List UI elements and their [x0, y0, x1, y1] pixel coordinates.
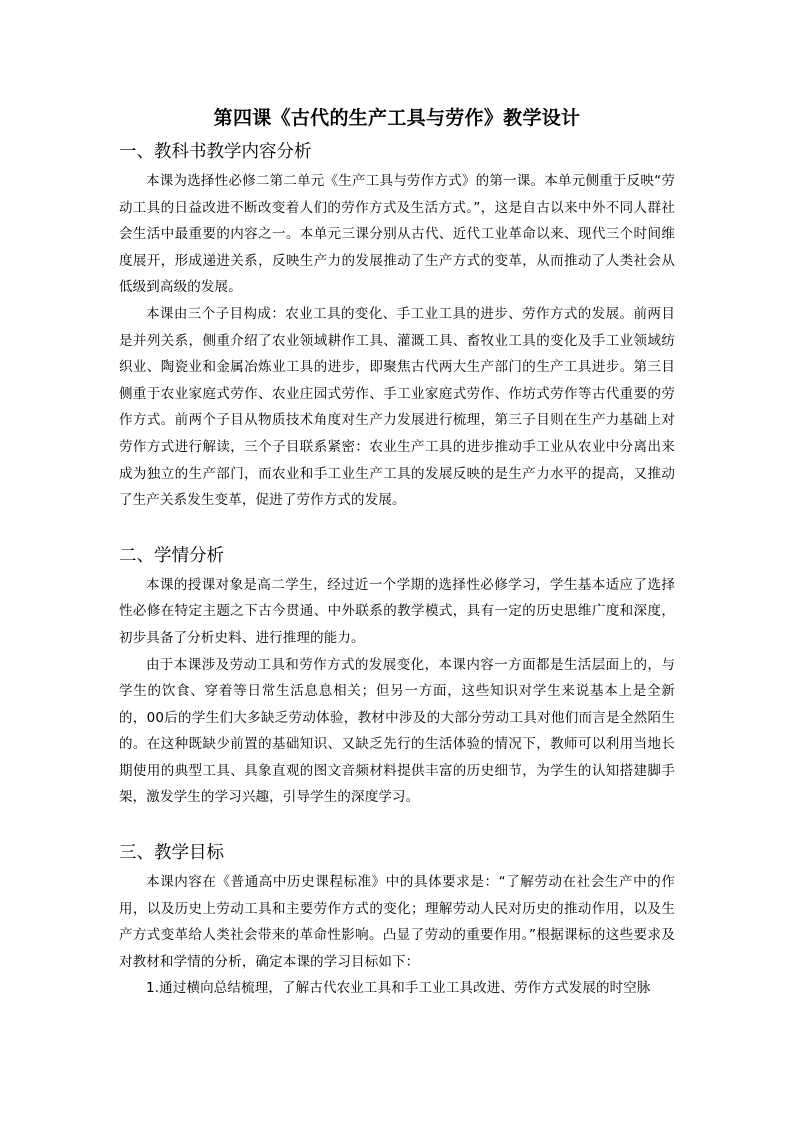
- paragraph: 由于本课涉及劳动工具和劳作方式的发展变化，本课内容一方面都是生活层面上的，与学生的饮食、穿着等日常生活息息相关；但另一方面，这些知识对学生来说基本上是全新的，00后的学生们大多缺乏劳动体验，教材中涉及的大部分劳动工具对他们而言是全然陌生的。在这种既缺少前置的基础知识、又缺乏先行的生活体验的情况下，教师可以利用当地长期使用的典型工具、具象直观的图文音频材料提供丰富的历史细节，为学生的认知搭建脚手架，激发学生的学习兴趣，引导学生的深度学习。: [119, 656, 675, 806]
- section-heading-textbook-analysis: 一、教科书教学内容分析: [119, 142, 312, 162]
- section-spacer: [119, 811, 675, 837]
- paragraph: 1.通过横向总结梳理，了解古代农业工具和手工业工具改进、劳作方式发展的时空脉: [146, 980, 651, 997]
- paragraph: 本课的授课对象是高二学生，经过近一个学期的选择性必修学习，学生基本适应了选择性必修在特定主题之下古今贯通、中外联系的教学模式，具有一定的历史思维广度和深度，初步具备了分析史料、进行推理的能力。: [119, 576, 675, 646]
- section-heading-teaching-goals: 三、教学目标: [119, 843, 224, 864]
- document-title: 第四课《古代的生产工具与劳作》教学设计: [213, 107, 581, 129]
- section-spacer: [119, 514, 675, 540]
- paragraph: 本课由三个子目构成：农业工具的变化、手工业工具的进步、劳作方式的发展。前两目是并列关系，侧重介绍了农业领域耕作工具、灌溉工具、畜牧业工具的变化及手工业领域纺织业、陶瓷业和金属冶炼业工具的进步，即聚焦古代两大生产部门的生产工具进步。第三目侧重于农业家庭式劳作、农业庄园式劳作、手工业家庭式劳作、作坊式劳作等古代重要的劳作方式。前两个子目从物质技术角度对生产力发展进行梳理，第三子目则在生产力基础上对劳作方式进行解读，三个子目联系紧密：农业生产工具的进步推动手工业从农业中分离出来成为独立的生产部门，而农业和手工业生产工具的发展反映的是生产力水平的提高，又推动了生产关系发生变革，促进了劳作方式的发展。: [119, 305, 675, 509]
- paragraph: 本课内容在《普通高中历史课程标准》中的具体要求是：“了解劳动在社会生产中的作用，以及历史上劳动工具和主要劳作方式的变化；理解劳动人民对历史的推动作用，以及生产方式变革给人类社会带来的革命性影响。凸显了劳动的重要作用。”根据课标的这些要求及对教材和学情的分析，确定本课的学习目标如下：: [119, 874, 675, 970]
- paragraph: 本课为选择性必修二第二单元《生产工具与劳作方式》的第一课。本单元侧重于反映“劳动工具的日益改进不断改变着人们的劳作方式及生活方式。”，这是自古以来中外不同人群社会生活中最重要的内容之一。本单元三课分别从古代、近代工业革命以来、现代三个时间维度展开，形成递进关系，反映生产力的发展推动了生产方式的变革，从而推动了人类社会从低级到高级的发展。: [119, 173, 675, 296]
- section-heading-student-analysis: 二、学情分析: [119, 545, 224, 566]
- document-page: [119, 100, 675, 1002]
